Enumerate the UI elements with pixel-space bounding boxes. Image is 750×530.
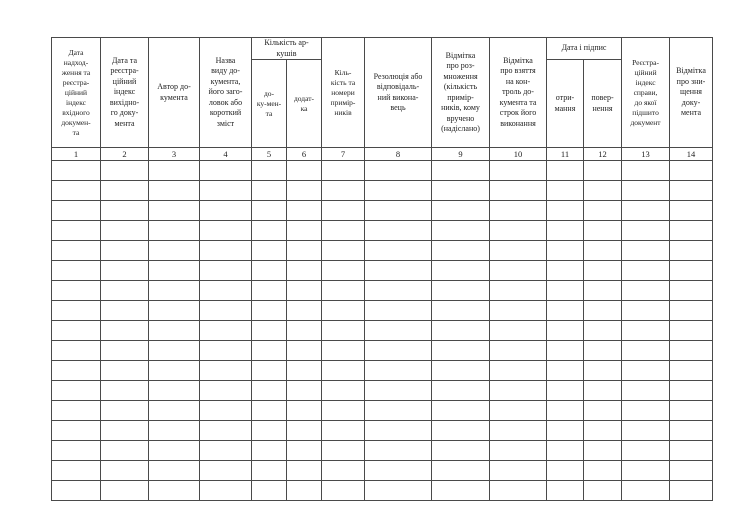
column-number: 2 bbox=[101, 148, 149, 161]
table-cell[interactable] bbox=[432, 421, 490, 441]
table-cell[interactable] bbox=[200, 441, 252, 461]
table-cell[interactable] bbox=[670, 381, 713, 401]
table-cell[interactable] bbox=[322, 341, 365, 361]
table-cell[interactable] bbox=[670, 201, 713, 221]
table-cell[interactable] bbox=[149, 181, 200, 201]
table-cell[interactable] bbox=[490, 261, 547, 281]
table-cell[interactable] bbox=[252, 241, 287, 261]
table-cell[interactable] bbox=[252, 441, 287, 461]
table-cell[interactable] bbox=[52, 181, 101, 201]
table-cell[interactable] bbox=[287, 161, 322, 181]
table-cell[interactable] bbox=[252, 461, 287, 481]
table-cell[interactable] bbox=[432, 401, 490, 421]
table-cell[interactable] bbox=[101, 181, 149, 201]
table-cell[interactable] bbox=[287, 421, 322, 441]
table-cell[interactable] bbox=[322, 201, 365, 221]
table-cell[interactable] bbox=[432, 201, 490, 221]
table-cell[interactable] bbox=[365, 381, 432, 401]
table-cell[interactable] bbox=[622, 321, 670, 341]
table-cell[interactable] bbox=[287, 401, 322, 421]
table-cell[interactable] bbox=[287, 281, 322, 301]
table-cell[interactable] bbox=[365, 421, 432, 441]
table-cell[interactable] bbox=[322, 321, 365, 341]
table-cell[interactable] bbox=[547, 481, 584, 501]
table-cell[interactable] bbox=[490, 461, 547, 481]
table-cell[interactable] bbox=[622, 421, 670, 441]
table-cell[interactable] bbox=[365, 281, 432, 301]
table-cell[interactable] bbox=[622, 481, 670, 501]
header-document-author: Автор до- кумента bbox=[149, 38, 200, 148]
table-cell[interactable] bbox=[490, 241, 547, 261]
table-cell[interactable] bbox=[670, 281, 713, 301]
column-number: 13 bbox=[622, 148, 670, 161]
table-cell[interactable] bbox=[670, 241, 713, 261]
table-cell[interactable] bbox=[670, 461, 713, 481]
table-cell[interactable] bbox=[287, 381, 322, 401]
table-cell[interactable] bbox=[149, 441, 200, 461]
table-cell[interactable] bbox=[365, 361, 432, 381]
table-cell[interactable] bbox=[547, 261, 584, 281]
table-cell[interactable] bbox=[365, 221, 432, 241]
table-cell[interactable] bbox=[584, 161, 622, 181]
table-cell[interactable] bbox=[365, 401, 432, 421]
table-cell[interactable] bbox=[670, 341, 713, 361]
table-cell[interactable] bbox=[287, 221, 322, 241]
table-cell[interactable] bbox=[365, 201, 432, 221]
table-cell[interactable] bbox=[432, 441, 490, 461]
table-row bbox=[52, 381, 713, 401]
table-cell[interactable] bbox=[547, 341, 584, 361]
table-cell[interactable] bbox=[101, 401, 149, 421]
table-cell[interactable] bbox=[200, 261, 252, 281]
column-number: 7 bbox=[322, 148, 365, 161]
table-cell[interactable] bbox=[149, 161, 200, 181]
table-cell[interactable] bbox=[149, 221, 200, 241]
table-cell[interactable] bbox=[252, 421, 287, 441]
table-cell[interactable] bbox=[670, 261, 713, 281]
table-cell[interactable] bbox=[547, 421, 584, 441]
table-cell[interactable] bbox=[200, 241, 252, 261]
table-cell[interactable] bbox=[149, 361, 200, 381]
table-cell[interactable] bbox=[101, 281, 149, 301]
table-cell[interactable] bbox=[547, 221, 584, 241]
table-cell[interactable] bbox=[101, 221, 149, 241]
table-cell[interactable] bbox=[622, 401, 670, 421]
table-cell[interactable] bbox=[252, 361, 287, 381]
table-cell[interactable] bbox=[252, 201, 287, 221]
table-cell[interactable] bbox=[287, 361, 322, 381]
table-row bbox=[52, 261, 713, 281]
table-cell[interactable] bbox=[322, 161, 365, 181]
table-cell[interactable] bbox=[670, 321, 713, 341]
table-cell[interactable] bbox=[200, 321, 252, 341]
table-cell[interactable] bbox=[490, 181, 547, 201]
table-cell[interactable] bbox=[547, 161, 584, 181]
table-cell[interactable] bbox=[149, 481, 200, 501]
table-cell[interactable] bbox=[200, 301, 252, 321]
table-cell[interactable] bbox=[432, 281, 490, 301]
table-cell[interactable] bbox=[200, 341, 252, 361]
table-cell[interactable] bbox=[490, 201, 547, 221]
table-cell[interactable] bbox=[149, 461, 200, 481]
table-cell[interactable] bbox=[52, 301, 101, 321]
table-cell[interactable] bbox=[670, 401, 713, 421]
table-cell[interactable] bbox=[432, 221, 490, 241]
table-cell[interactable] bbox=[149, 421, 200, 441]
table-cell[interactable] bbox=[322, 221, 365, 241]
table-cell[interactable] bbox=[101, 421, 149, 441]
table-cell[interactable] bbox=[200, 461, 252, 481]
table-cell[interactable] bbox=[149, 261, 200, 281]
table-cell[interactable] bbox=[52, 321, 101, 341]
table-cell[interactable] bbox=[149, 321, 200, 341]
table-cell[interactable] bbox=[547, 321, 584, 341]
table-cell[interactable] bbox=[365, 481, 432, 501]
table-cell[interactable] bbox=[670, 421, 713, 441]
table-cell[interactable] bbox=[52, 241, 101, 261]
table-cell[interactable] bbox=[584, 321, 622, 341]
table-row bbox=[52, 341, 713, 361]
table-cell[interactable] bbox=[101, 441, 149, 461]
header-sheet-count-group: Кількість ар- кушів bbox=[252, 38, 322, 60]
table-cell[interactable] bbox=[149, 381, 200, 401]
table-cell[interactable] bbox=[149, 401, 200, 421]
table-cell[interactable] bbox=[52, 221, 101, 241]
table-row bbox=[52, 161, 713, 181]
table-cell[interactable] bbox=[584, 461, 622, 481]
table-cell[interactable] bbox=[101, 261, 149, 281]
table-cell[interactable] bbox=[101, 161, 149, 181]
table-cell[interactable] bbox=[200, 481, 252, 501]
table-cell[interactable] bbox=[490, 401, 547, 421]
table-cell[interactable] bbox=[432, 161, 490, 181]
table-cell[interactable] bbox=[670, 481, 713, 501]
table-cell[interactable] bbox=[622, 341, 670, 361]
table-cell[interactable] bbox=[52, 361, 101, 381]
table-cell[interactable] bbox=[432, 381, 490, 401]
document-register-table bbox=[51, 37, 713, 501]
table-cell[interactable] bbox=[287, 321, 322, 341]
table-cell[interactable] bbox=[322, 261, 365, 281]
column-number: 4 bbox=[200, 148, 252, 161]
table-cell[interactable] bbox=[584, 301, 622, 321]
table-cell[interactable] bbox=[432, 241, 490, 261]
table-cell[interactable] bbox=[365, 181, 432, 201]
table-cell[interactable] bbox=[622, 221, 670, 241]
table-row bbox=[52, 321, 713, 341]
table-cell[interactable] bbox=[432, 461, 490, 481]
table-cell[interactable] bbox=[101, 461, 149, 481]
table-cell[interactable] bbox=[200, 181, 252, 201]
table-cell[interactable] bbox=[287, 441, 322, 461]
table-cell[interactable] bbox=[200, 381, 252, 401]
table-cell[interactable] bbox=[149, 241, 200, 261]
table-cell[interactable] bbox=[432, 321, 490, 341]
table-cell[interactable] bbox=[584, 221, 622, 241]
table-cell[interactable] bbox=[622, 441, 670, 461]
table-cell[interactable] bbox=[622, 461, 670, 481]
table-cell[interactable] bbox=[252, 381, 287, 401]
table-cell[interactable] bbox=[490, 161, 547, 181]
table-cell[interactable] bbox=[322, 301, 365, 321]
table-cell[interactable] bbox=[200, 281, 252, 301]
table-row bbox=[52, 221, 713, 241]
table-cell[interactable] bbox=[365, 161, 432, 181]
table-cell[interactable] bbox=[52, 161, 101, 181]
table-cell[interactable] bbox=[584, 201, 622, 221]
table-cell[interactable] bbox=[101, 321, 149, 341]
column-number: 14 bbox=[670, 148, 713, 161]
table-cell[interactable] bbox=[490, 341, 547, 361]
column-number: 1 bbox=[52, 148, 101, 161]
header-copies-count: Кіль- кість та номери примір- ників bbox=[322, 38, 365, 148]
table-cell[interactable] bbox=[490, 361, 547, 381]
table-cell[interactable] bbox=[365, 441, 432, 461]
table-cell[interactable] bbox=[670, 441, 713, 461]
table-cell[interactable] bbox=[101, 381, 149, 401]
table-cell[interactable] bbox=[322, 181, 365, 201]
table-cell[interactable] bbox=[101, 361, 149, 381]
table-cell[interactable] bbox=[322, 461, 365, 481]
table-cell[interactable] bbox=[584, 441, 622, 461]
table-cell[interactable] bbox=[584, 181, 622, 201]
table-cell[interactable] bbox=[547, 181, 584, 201]
table-cell[interactable] bbox=[432, 481, 490, 501]
table-cell[interactable] bbox=[52, 481, 101, 501]
header-destruction-mark: Відмітка про зни- щення доку- мента bbox=[670, 38, 713, 148]
table-cell[interactable] bbox=[365, 321, 432, 341]
header-outgoing-date-index: Дата та реєстра- ційний індекс вихідно- го доку- мента bbox=[101, 38, 149, 148]
table-cell[interactable] bbox=[52, 441, 101, 461]
table-cell[interactable] bbox=[622, 181, 670, 201]
table-cell[interactable] bbox=[622, 161, 670, 181]
table-cell[interactable] bbox=[252, 301, 287, 321]
table-cell[interactable] bbox=[432, 261, 490, 281]
table-cell[interactable] bbox=[52, 201, 101, 221]
table-cell[interactable] bbox=[490, 281, 547, 301]
table-cell[interactable] bbox=[365, 301, 432, 321]
table-cell[interactable] bbox=[622, 361, 670, 381]
table-cell[interactable] bbox=[200, 401, 252, 421]
table-cell[interactable] bbox=[52, 421, 101, 441]
column-number: 8 bbox=[365, 148, 432, 161]
table-cell[interactable] bbox=[622, 381, 670, 401]
column-number: 3 bbox=[149, 148, 200, 161]
table-cell[interactable] bbox=[287, 261, 322, 281]
table-cell[interactable] bbox=[252, 401, 287, 421]
table-row bbox=[52, 441, 713, 461]
table-body bbox=[52, 148, 713, 501]
header-appendix-sheets: додат- ка bbox=[287, 60, 322, 148]
table-cell[interactable] bbox=[547, 301, 584, 321]
table-cell[interactable] bbox=[101, 241, 149, 261]
table-cell[interactable] bbox=[365, 341, 432, 361]
table-cell[interactable] bbox=[622, 241, 670, 261]
table-cell[interactable] bbox=[490, 221, 547, 241]
table-cell[interactable] bbox=[670, 221, 713, 241]
table-cell[interactable] bbox=[252, 261, 287, 281]
header-case-index: Реєстра- ційний індекс справи, до якої підшито документ bbox=[622, 38, 670, 148]
table-cell[interactable] bbox=[200, 201, 252, 221]
table-cell[interactable] bbox=[584, 361, 622, 381]
column-number-row bbox=[52, 148, 713, 161]
table-cell[interactable] bbox=[490, 321, 547, 341]
table-cell[interactable] bbox=[584, 281, 622, 301]
table-cell[interactable] bbox=[547, 401, 584, 421]
table-cell[interactable] bbox=[52, 341, 101, 361]
header-resolution-executor: Резолюція або відповідаль- ний викона- вець bbox=[365, 38, 432, 148]
table-cell[interactable] bbox=[490, 381, 547, 401]
header-received-date: отри- мання bbox=[547, 60, 584, 148]
table-row bbox=[52, 461, 713, 481]
table-cell[interactable] bbox=[252, 161, 287, 181]
table-cell[interactable] bbox=[149, 341, 200, 361]
table-cell[interactable] bbox=[547, 381, 584, 401]
header-date-signature-group: Дата і підпис bbox=[547, 38, 622, 60]
table-cell[interactable] bbox=[52, 281, 101, 301]
table-cell[interactable] bbox=[200, 421, 252, 441]
table-cell[interactable] bbox=[252, 341, 287, 361]
table-cell[interactable] bbox=[52, 381, 101, 401]
table-cell[interactable] bbox=[322, 481, 365, 501]
table-cell[interactable] bbox=[322, 281, 365, 301]
table-cell[interactable] bbox=[584, 481, 622, 501]
table-cell[interactable] bbox=[365, 261, 432, 281]
table-cell[interactable] bbox=[287, 201, 322, 221]
table-cell[interactable] bbox=[432, 301, 490, 321]
table-cell[interactable] bbox=[584, 241, 622, 261]
table-cell[interactable] bbox=[322, 241, 365, 261]
table-cell[interactable] bbox=[622, 201, 670, 221]
table-cell[interactable] bbox=[547, 461, 584, 481]
table-cell[interactable] bbox=[584, 401, 622, 421]
header-control-mark: Відмітка про взяття на кон- троль до- кумента та строк його виконання bbox=[490, 38, 547, 148]
table-cell[interactable] bbox=[287, 341, 322, 361]
column-number: 6 bbox=[287, 148, 322, 161]
table-cell[interactable] bbox=[322, 421, 365, 441]
table-cell[interactable] bbox=[490, 481, 547, 501]
table-cell[interactable] bbox=[322, 401, 365, 421]
table-cell[interactable] bbox=[149, 301, 200, 321]
table-cell[interactable] bbox=[547, 241, 584, 261]
table-cell[interactable] bbox=[149, 281, 200, 301]
header-incoming-date-index: Дата надход- ження та реєстра- ційний індекс вхідного докумен- та bbox=[52, 38, 101, 148]
table-cell[interactable] bbox=[622, 301, 670, 321]
header-returned-date: повер- нення bbox=[584, 60, 622, 148]
table-cell[interactable] bbox=[547, 201, 584, 221]
table-cell[interactable] bbox=[490, 301, 547, 321]
header-reproduction-mark: Відмітка про роз- множення (кількість примір- ників, кому вручено (надіслано) bbox=[432, 38, 490, 148]
table-cell[interactable] bbox=[52, 461, 101, 481]
column-number: 11 bbox=[547, 148, 584, 161]
table-cell[interactable] bbox=[490, 441, 547, 461]
table-row bbox=[52, 361, 713, 381]
table-cell[interactable] bbox=[365, 241, 432, 261]
table-cell[interactable] bbox=[584, 381, 622, 401]
table-row bbox=[52, 421, 713, 441]
column-number: 12 bbox=[584, 148, 622, 161]
table-cell[interactable] bbox=[52, 401, 101, 421]
table-cell[interactable] bbox=[584, 341, 622, 361]
table-cell[interactable] bbox=[101, 301, 149, 321]
table-cell[interactable] bbox=[670, 301, 713, 321]
table-row bbox=[52, 181, 713, 201]
table-cell[interactable] bbox=[670, 361, 713, 381]
table-cell[interactable] bbox=[287, 181, 322, 201]
table-cell[interactable] bbox=[287, 461, 322, 481]
table-cell[interactable] bbox=[322, 381, 365, 401]
table-row bbox=[52, 401, 713, 421]
table-cell[interactable] bbox=[287, 481, 322, 501]
table-cell[interactable] bbox=[547, 281, 584, 301]
table-cell[interactable] bbox=[52, 261, 101, 281]
header-document-title: Назва виду до- кумента, його заго- ловок або короткий зміст bbox=[200, 38, 252, 148]
table-cell[interactable] bbox=[287, 241, 322, 261]
table-row bbox=[52, 241, 713, 261]
table-cell[interactable] bbox=[490, 421, 547, 441]
table-cell[interactable] bbox=[584, 261, 622, 281]
table-cell[interactable] bbox=[252, 221, 287, 241]
table-cell[interactable] bbox=[322, 441, 365, 461]
header-document-sheets: до- ку-мен- та bbox=[252, 60, 287, 148]
table-cell[interactable] bbox=[252, 321, 287, 341]
table-cell[interactable] bbox=[252, 181, 287, 201]
table-cell[interactable] bbox=[101, 341, 149, 361]
column-number: 5 bbox=[252, 148, 287, 161]
table-row bbox=[52, 481, 713, 501]
table-cell[interactable] bbox=[432, 181, 490, 201]
table-cell[interactable] bbox=[670, 181, 713, 201]
table-cell[interactable] bbox=[101, 201, 149, 221]
table-cell[interactable] bbox=[200, 361, 252, 381]
table-cell[interactable] bbox=[670, 161, 713, 181]
table-row bbox=[52, 201, 713, 221]
table-cell[interactable] bbox=[252, 281, 287, 301]
table-cell[interactable] bbox=[432, 361, 490, 381]
table-row bbox=[52, 281, 713, 301]
table-cell[interactable] bbox=[287, 301, 322, 321]
column-number: 10 bbox=[490, 148, 547, 161]
column-number: 9 bbox=[432, 148, 490, 161]
table-cell[interactable] bbox=[101, 481, 149, 501]
table-cell[interactable] bbox=[622, 281, 670, 301]
table-row bbox=[52, 301, 713, 321]
table-cell[interactable] bbox=[200, 161, 252, 181]
table-cell[interactable] bbox=[432, 341, 490, 361]
table-cell[interactable] bbox=[322, 361, 365, 381]
table-cell[interactable] bbox=[584, 421, 622, 441]
table-cell[interactable] bbox=[547, 361, 584, 381]
table-cell[interactable] bbox=[365, 461, 432, 481]
table-cell[interactable] bbox=[547, 441, 584, 461]
table-cell[interactable] bbox=[252, 481, 287, 501]
table-cell[interactable] bbox=[149, 201, 200, 221]
table-cell[interactable] bbox=[200, 221, 252, 241]
table-cell[interactable] bbox=[622, 261, 670, 281]
